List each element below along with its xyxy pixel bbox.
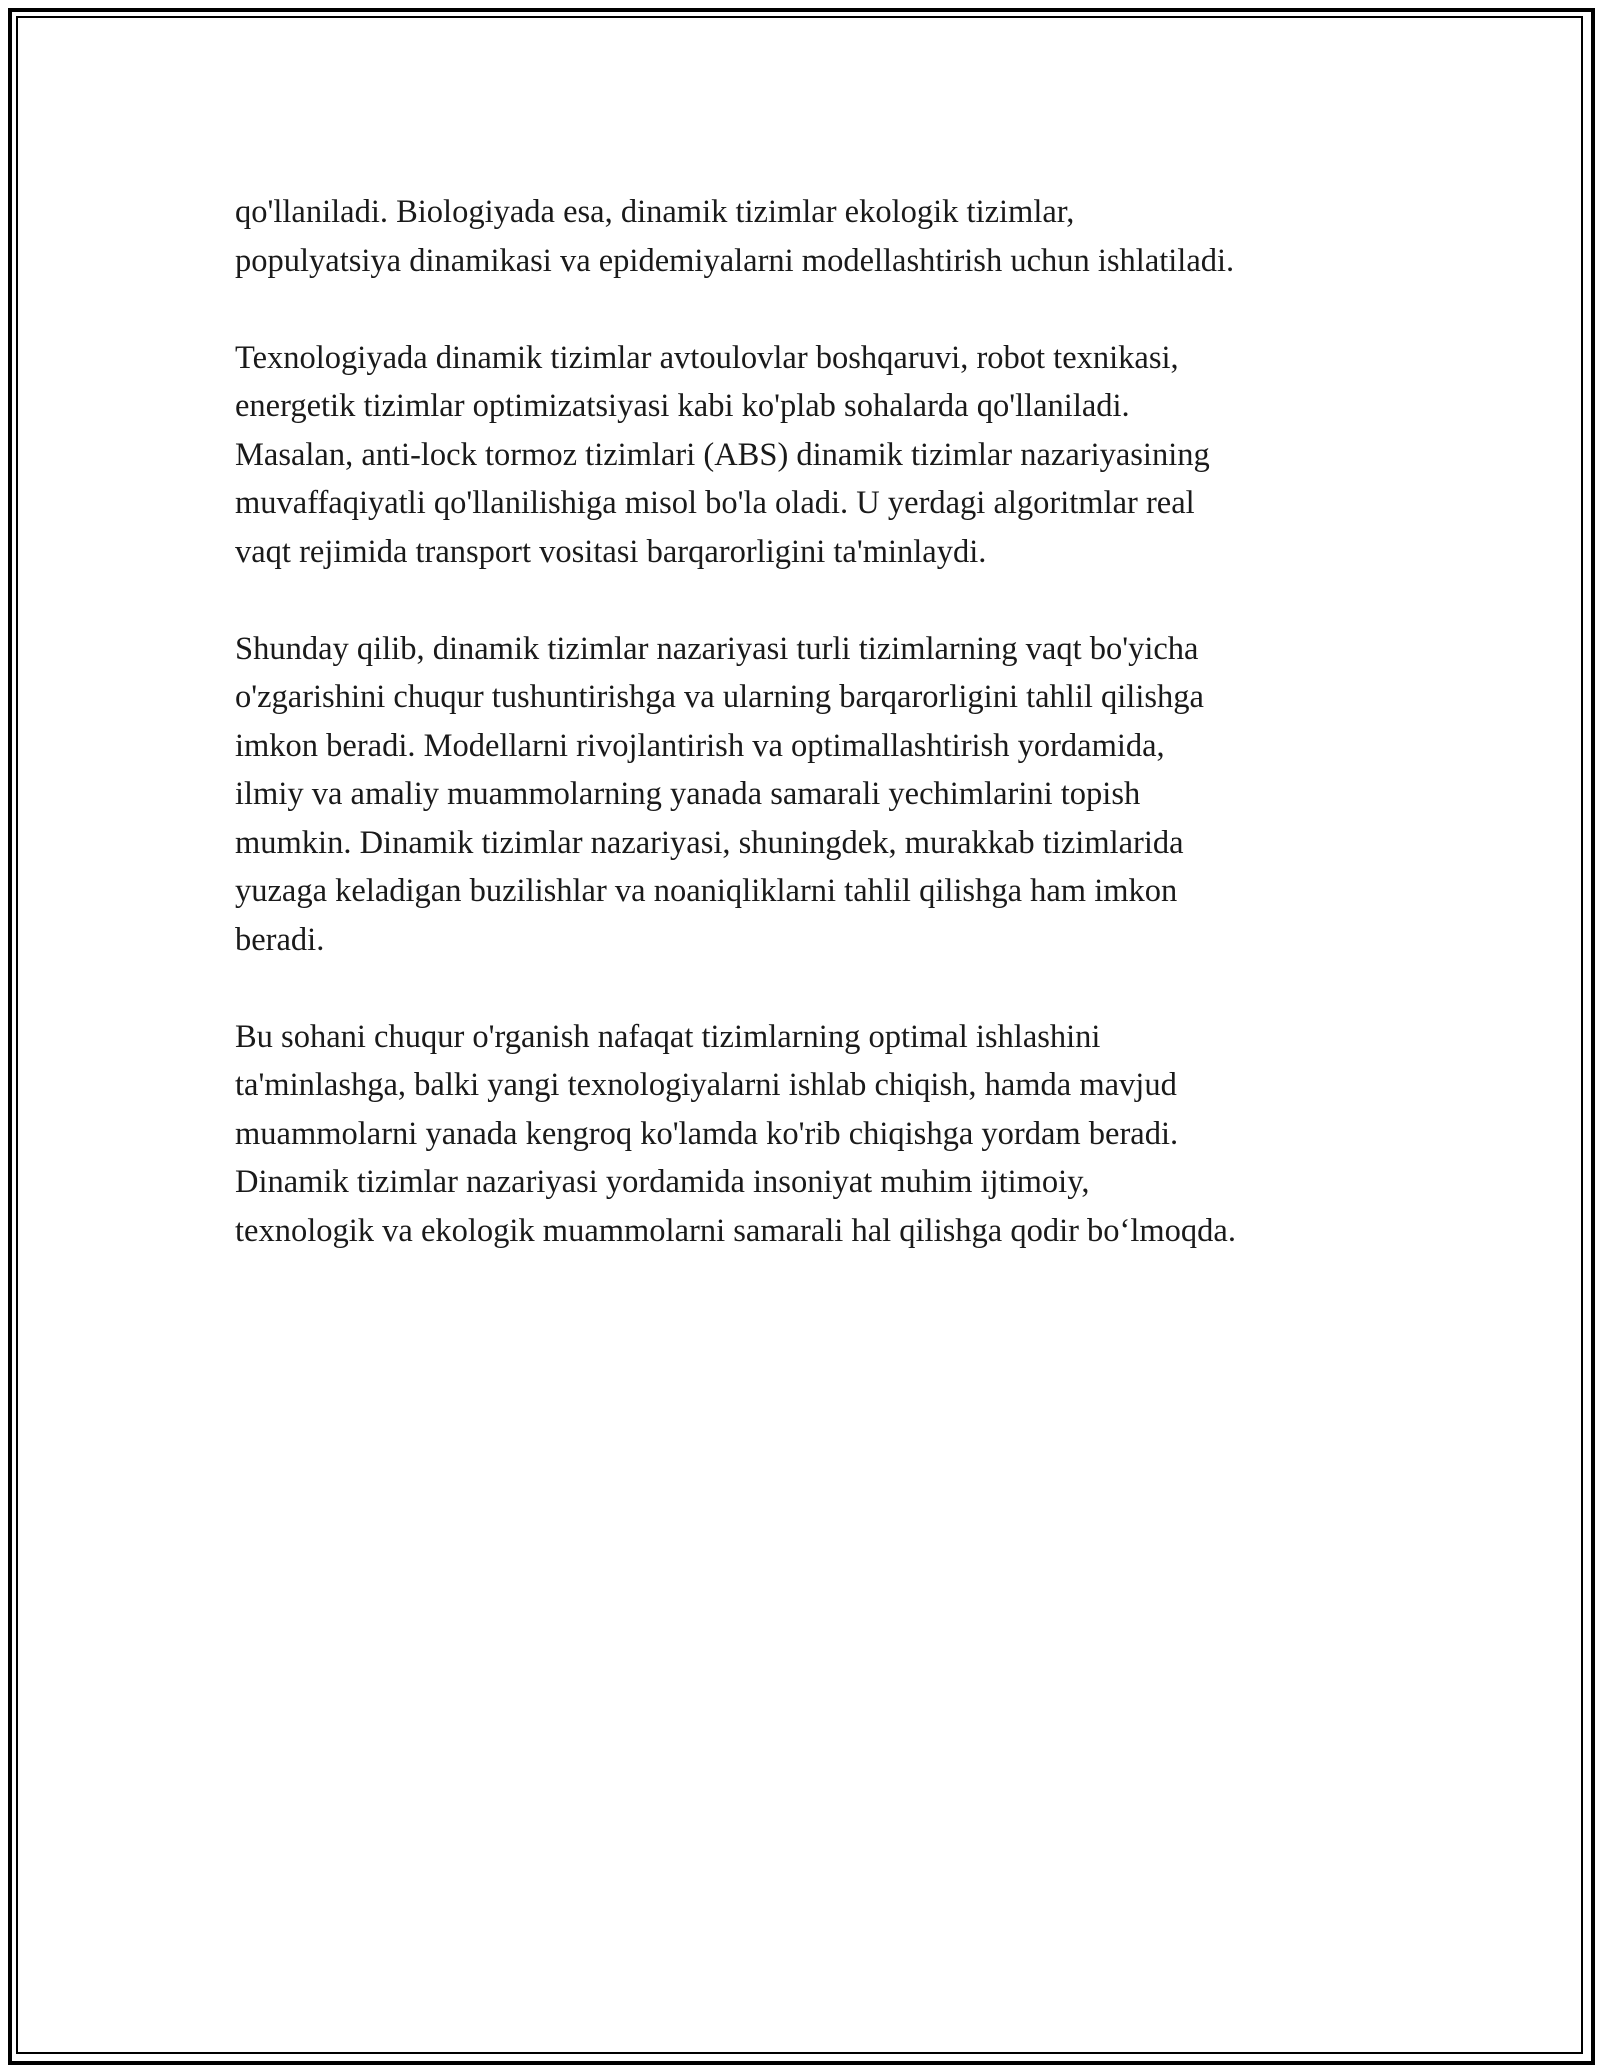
paragraph [235, 188, 1385, 285]
text-line: Masalan, anti-lock tormoz tizimlari (ABS) dinamik tizimlar nazariyasining [235, 436, 1210, 473]
text-line: energetik tizimlar optimizatsiyasi kabi ko'plab sohalarda qo'llaniladi. [235, 388, 1130, 424]
document-body [235, 188, 1385, 1304]
text-line: Texnologiyada dinamik tizimlar avtoulovlar boshqaruvi, robot texnikasi, [235, 339, 1179, 376]
paragraph [235, 1013, 1385, 1256]
text-line: Dinamik tizimlar nazariyasi yordamida insoniyat muhim ijtimoiy, [235, 1164, 1090, 1200]
text-line: Shunday qilib, dinamik tizimlar nazariyasi turli tizimlarning vaqt bo'yicha [235, 630, 1199, 667]
text-line: muvaffaqiyatli qo'llanilishiga misol bo'la oladi. U yerdagi algoritmlar real [235, 485, 1195, 521]
text-line: o'zgarishini chuqur tushuntirishga va ularning barqarorligini tahlil qilishga [235, 679, 1204, 715]
text-line: imkon beradi. Modellarni rivojlantirish va optimallashtirish yordamida, [235, 727, 1165, 764]
text-line: populyatsiya dinamikasi va epidemiyalarni modellashtirish uchun ishlatiladi. [235, 242, 1235, 279]
text-line: ilmiy va amaliy muammolarning yanada samarali yechimlarini topish [235, 776, 1141, 812]
text-line: yuzaga keladigan buzilishlar va noaniqliklarni tahlil qilishga ham imkon [235, 873, 1178, 909]
text-line: ta'minlashga, balki yangi texnologiyalarni ishlab chiqish, hamda mavjud [235, 1067, 1177, 1103]
text-line: mumkin. Dinamik tizimlar nazariyasi, shuningdek, murakkab tizimlarida [235, 824, 1184, 861]
paragraph [235, 625, 1385, 965]
text-line: qo'llaniladi. Biologiyada esa, dinamik tizimlar ekologik tizimlar, [235, 194, 1075, 230]
text-line: muammolarni yanada kengroq ko'lamda ko'rib chiqishga yordam beradi. [235, 1115, 1179, 1152]
text-line: vaqt rejimida transport vositasi barqarorligini ta'minlaydi. [235, 533, 987, 570]
text-line: Bu sohani chuqur o'rganish nafaqat tizimlarning optimal ishlashini [235, 1018, 1101, 1055]
paragraph [235, 334, 1385, 577]
text-line: beradi. [235, 921, 325, 958]
text-line: texnologik va ekologik muammolarni samarali hal qilishga qodir bo‘lmoqda. [235, 1212, 1236, 1249]
